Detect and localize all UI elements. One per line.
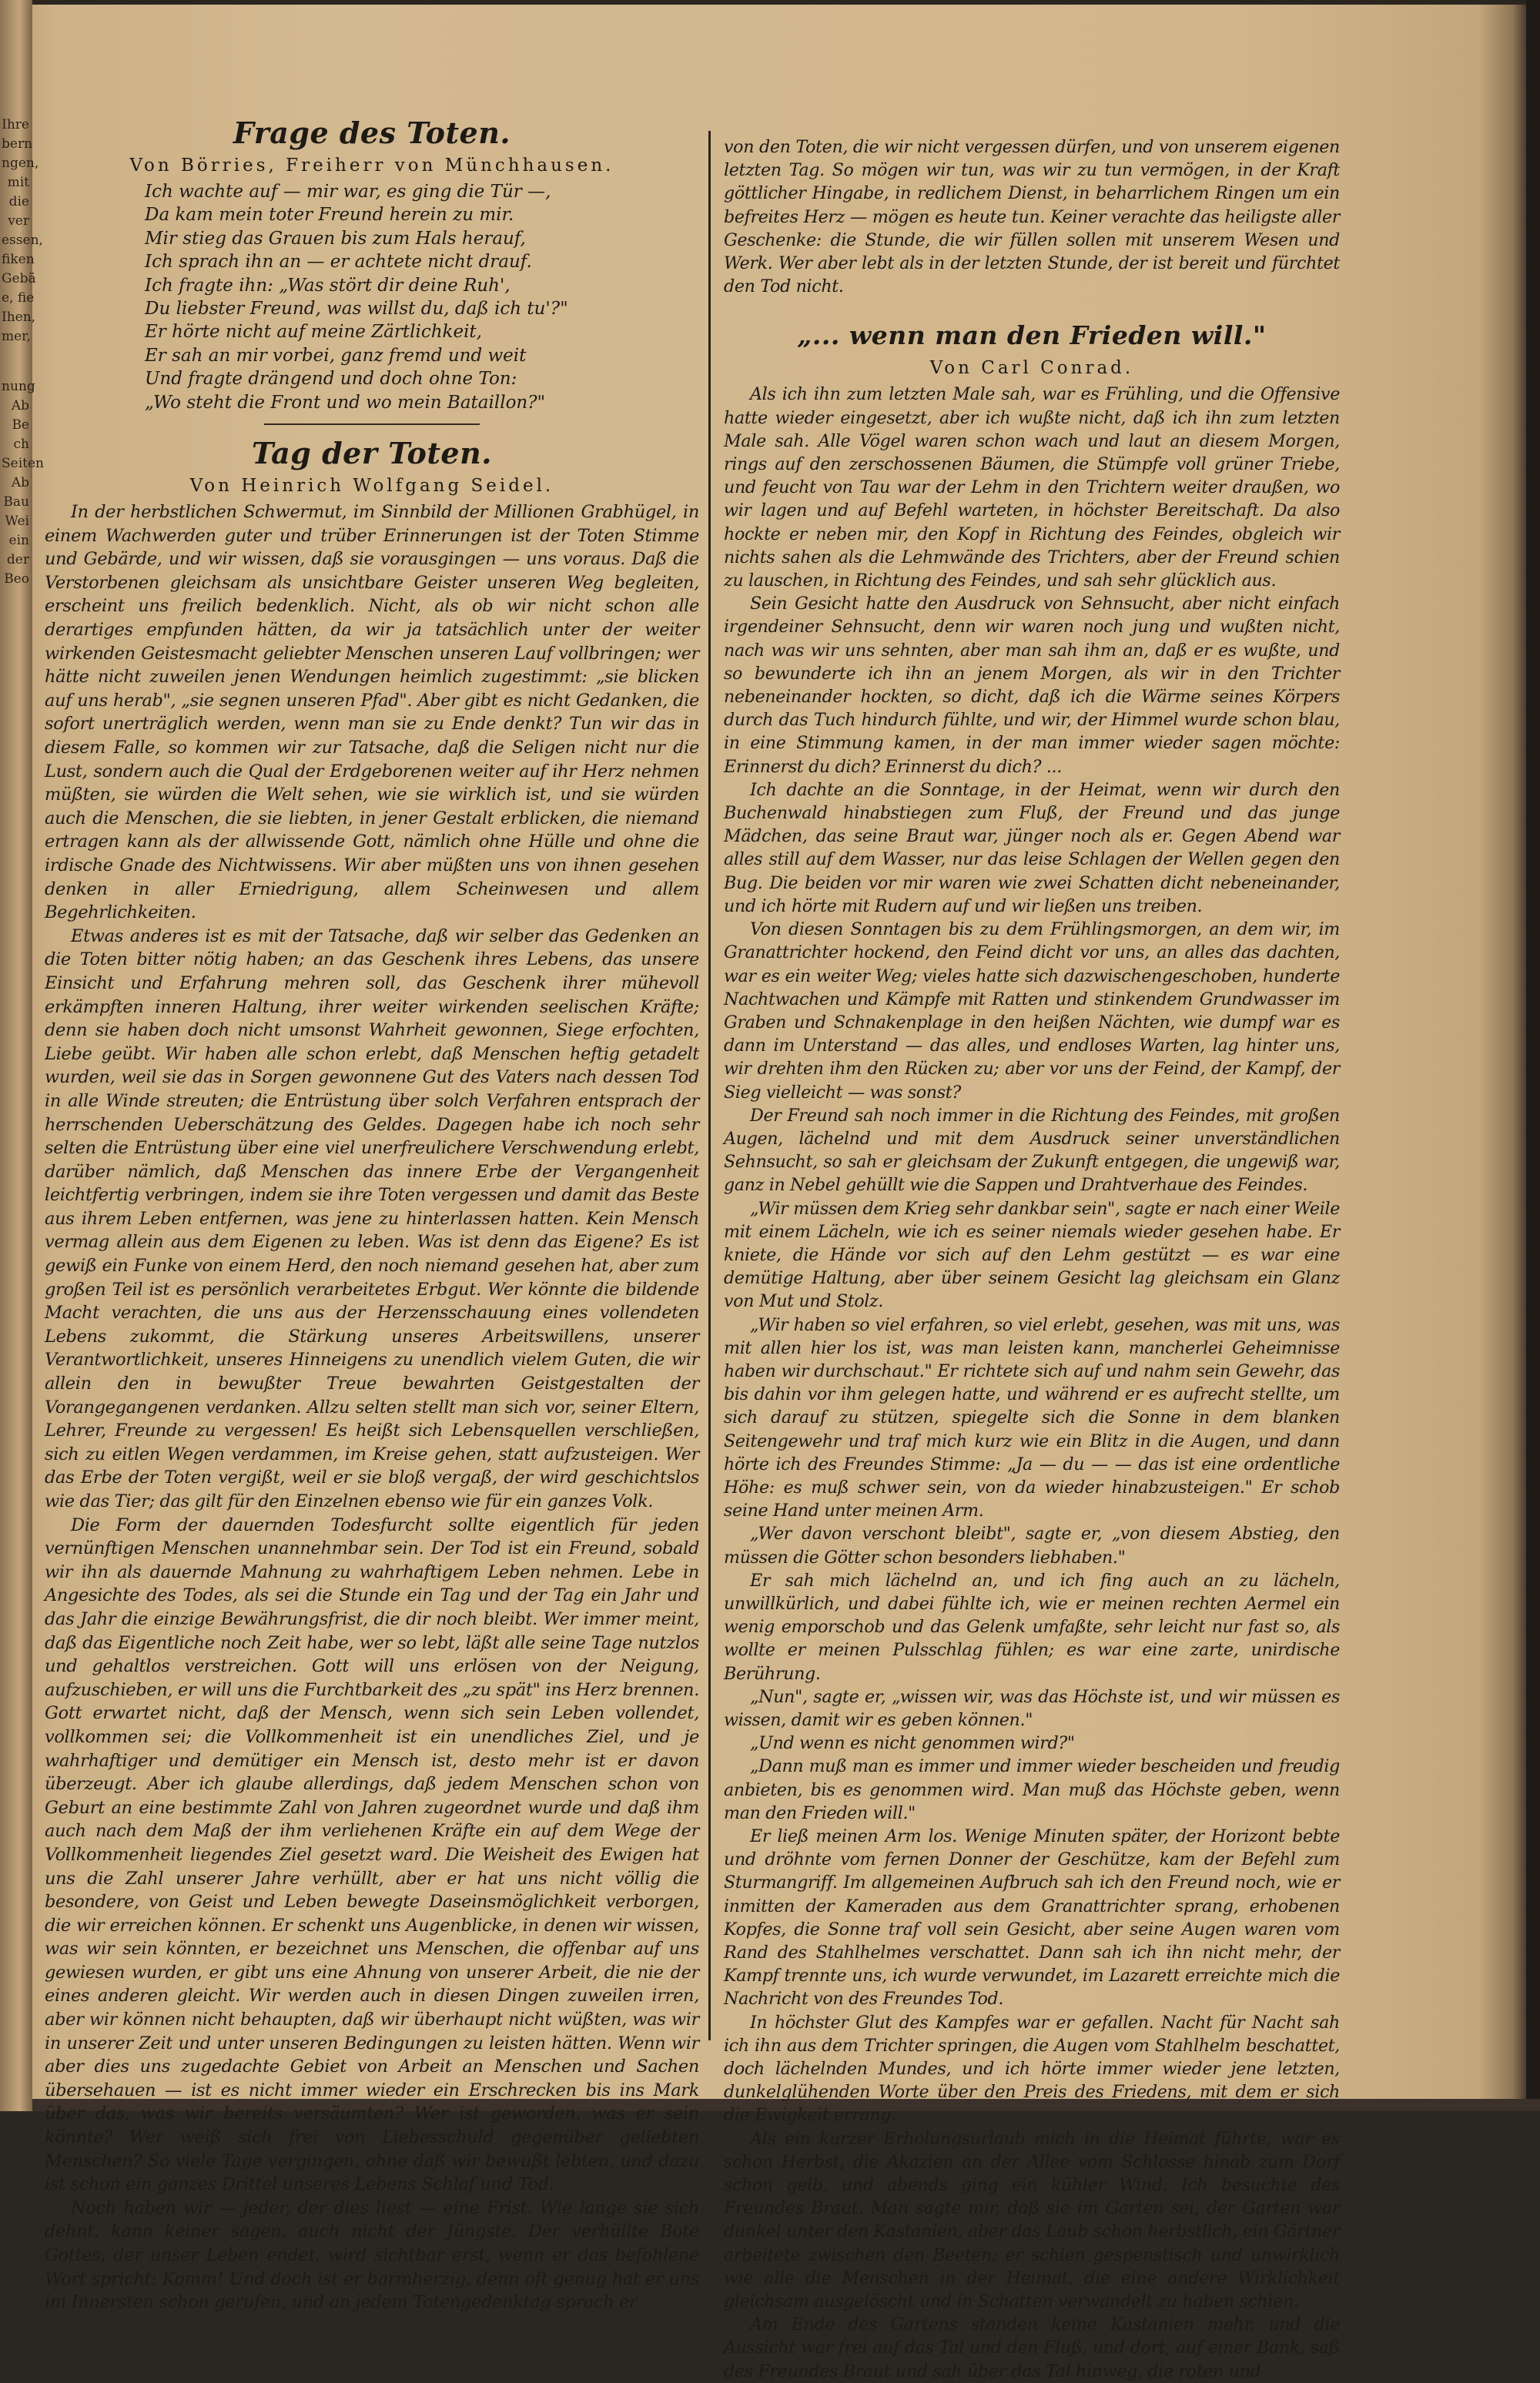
poem-line: „Wo steht die Front und wo mein Bataillon?" [145, 392, 546, 413]
strip-fragment: fiken [2, 252, 35, 267]
right-scan-edge [1526, 0, 1540, 2111]
strip-fragment: Ab [11, 398, 29, 413]
frage-byline: Von Börries, Freiherr von Münchhausen. [129, 156, 614, 176]
frieden-paragraph: Er sah mich lächelnd an, und ich fing auch an zu lächeln, unwillkürlich, und dabei fühlte ich, wie er meinen rechten Aermel ein wenig emporschob und das Gelenk umfaßte, sehr leicht nur fast so, als wollte er meinen Pulsschlag fühlen; es war eine zarte, unirdische Berührung. [724, 1570, 1340, 1684]
frieden-paragraph: Von diesen Sonntagen bis zu dem Frühlingsmorgen, an dem wir, im Granattrichter hockend, den Feind dicht vor uns, an alles das dachten, war es ein weiter Weg; vieles hatte sich dazwischengeschoben, hunderte Nachtwachen und Kämpfe mit Ratten und stinkendem Grundwasser im Graben und Schnakenplage in den heißen Nächten, wie dumpf war es dann im Unterstand — das alles, und endloses Warten, lag hinter uns, wir drehten ihm den Rücken zu; aber vor uns der Feind, der Kampf, der Sieg vielleicht — was sonst? [724, 919, 1340, 1103]
strip-fragment: mit [7, 175, 29, 190]
strip-fragment: ver [8, 213, 29, 229]
top-scan-edge [31, 0, 1540, 5]
frieden-paragraph: „Und wenn es nicht genommen wird?" [750, 1733, 1075, 1754]
tag-headline: Tag der Toten. [252, 436, 492, 471]
frieden-paragraph: „Nun", sagte er, „wissen wir, was das Höchste ist, und wir müssen es wissen, damit wir es geben können." [724, 1686, 1340, 1730]
strip-fragment: Ihen, [2, 310, 36, 325]
strip-fragment: essen, [2, 233, 43, 248]
strip-fragment: Ihre [2, 117, 29, 132]
strip-fragment: nung [2, 379, 35, 394]
right-column [724, 136, 1340, 2383]
strip-fragment: Seiten [2, 456, 44, 471]
tag-paragraph: In der herbstlichen Schwermut, im Sinnbild der Millionen Grabhügel, in einem Wachwerden guter und trüber Erinnerungen ist der Toten Stimme und Gebärde, und wir wissen, daß sie vorausgingen — uns voraus. Daß die Verstorbenen gleichsam als unsichtbare Geister unseren Weg begleiten, erscheint uns freilich bedenklich. Nicht, als ob wir nicht schon alle derartiges empfunden hätten, da wir ja tatsächlich unter der weiter wirkenden Geistesmacht geliebter Menschen unseren Lauf vollbringen; wer hätte nicht zuweilen jenen Wendungen heimlich zugestimmt: „sie blicken auf uns herab", „sie segnen unseren Pfad". Aber gibt es nicht Gedanken, die sofort unerträglich werden, wenn man sie zu Ende denkt? Tun wir das in diesem Falle, so kommen wir zur Tatsache, daß die Seligen nicht nur die Lust, sondern auch die Qual der Erdgeborenen weiter auf ihr Herz nehmen müßten, sie würden die Welt sehen, wie sie wirklich ist, und sie würden auch die Menschen, die sie liebten, in jener Gestalt erblicken, die niemand ertragen kann als der allwissende Gott, nämlich ohne Hülle und ohne die irdische Gnade des Nichtwissens. Wir aber müßten uns von ihnen gesehen denken in aller Erniedrigung, allem Scheinwesen und allem Begehrlichkeiten. [45, 502, 699, 923]
frieden-byline: Von Carl Conrad. [929, 358, 1134, 379]
frieden-paragraph: „Wer davon verschont bleibt", sagte er, „von diesem Abstieg, den müssen die Götter schon besonders liebhaben." [724, 1524, 1340, 1568]
frage-headline: Frage des Toten. [233, 115, 511, 150]
poem-line: Ich wachte auf — mir war, es ging die Tür —, [145, 182, 551, 202]
column-divider [708, 131, 711, 2040]
frieden-paragraph: „Wir müssen dem Krieg sehr dankbar sein", sagte er nach einer Weile mit einem Lächeln, wie ich es seiner niemals wieder gesehen habe. Er kniete, die Hände vor sich auf den Lehm gestützt — es war eine demütige Haltung, aber über seinem Gesicht lag gleichsam ein Glanz von Mut und Stolz. [724, 1198, 1340, 1312]
poem-line: Er hörte nicht auf meine Zärtlichkeit, [145, 322, 482, 343]
strip-fragment: Ab [11, 475, 29, 490]
strip-fragment: Be [12, 417, 29, 433]
frage-poem [45, 180, 699, 414]
poem-line: Er sah an mir vorbei, ganz fremd und weit [145, 345, 527, 366]
strip-fragment: ngen, [2, 156, 39, 171]
tag-paragraph: Etwas anderes ist es mit der Tatsache, daß wir selber das Gedenken an die Toten bitter nötig haben; an das Geschenk ihres Lebens, das unsere Einsicht und Erfahrung mehren soll, das Geschenk ihrer mühevoll erkämpften inneren Haltung, ihrer weiter wirkenden seelischen Kräfte; denn sie haben doch nicht umsonst Wahrheit gewonnen, Siege erfochten, Liebe geübt. Wir haben alle schon erlebt, daß Menschen heftig getadelt wurden, weil sie das in Sorgen gewonnene Gut des Vaters nach dessen Tod in alle Winde streuten; die Entrüstung über solch Verfahren entsprach der herrschenden Ueberschätzung des Geldes. Dagegen habe ich noch sehr selten die Entrüstung über eine viel unerfreulichere Verschwendung erlebt, darüber nämlich, daß Menschen das innere Erbe der Vergangenheit leichtfertig verbringen, indem sie ihre Toten vergessen und damit das Beste aus ihrem Leben entfernen, was jene zu hinterlassen hatten. Kein Mensch vermag allein aus dem Eigenen zu leben. Was ist denn das Eigene? Es ist gewiß ein Funke von einem Herd, den noch niemand gesehen hat, aber zum großen Teil ist es persönlich verarbeitetes Erbgut. Wer könnte die bildende Macht verachten, die uns aus der Herzensschauung eines vollendeten Lebens zukommt, die Stärkung unseres Arbeitswillens, unserer Verantwortlichkeit, unseres Hinneigens zu unendlich vielem Guten, die wir allein den in bewußter Treue bewahrten Geistgestalten der Vorangegangenen verdanken. Allzu selten stellt man sich vor, seiner Eltern, Lehrer, Freunde zu vergessen! Es heißt sich Lebensquellen verschließen, sich zu eitlen Wegen verdammen, im Kreise gehen, statt aufzusteigen. Wer das Erbe der Toten vergißt, weil er sie bloß vergaß, der wird geschichtslos wie das Tier; das gilt für den Einzelnen ebenso wie für ein ganzes Volk. [45, 925, 699, 1511]
adjacent-page-strip [0, 0, 44, 2111]
frieden-paragraph: „Dann muß man es immer und immer wieder bescheiden und freudig anbieten, bis es genommen wird. Man muß das Höchste geben, wenn man den Frieden will." [724, 1756, 1340, 1823]
strip-fragment: bern [2, 136, 33, 152]
poem-line: Und fragte drängend und doch ohne Ton: [145, 369, 517, 390]
strip-fragment: ch [13, 437, 29, 452]
frieden-paragraph: Der Freund sah noch immer in die Richtung des Feindes, mit großen Augen, lächelnd und mit dem Ausdruck seiner unverständlichen Sehnsucht, so sah er gleichsam der Zukunft entgegen, die ungewiß war, ganz in Nebel gehüllt wie die Sappen und Drahtverhaue des Feindes. [724, 1105, 1340, 1196]
strip-fragment: die [8, 194, 29, 209]
frieden-paragraph: Am Ende des Gartens standen keine Kastanien mehr, und die Aussicht war frei auf das Tal und den Fluß, und dort, auf einer Bank, saß des Freundes Braut und sah über das Tal hinweg, die roten und [724, 2314, 1340, 2381]
frieden-headline: „... wenn man den Frieden will." [797, 320, 1267, 351]
frieden-paragraph: „Wir haben so viel erfahren, so viel erlebt, gesehen, was mit uns, was mit allen hier los ist, was man leisten kann, mancherlei Geheimnisse haben wir durchschaut." Er richtete sich auf und nahm sein Gewehr, das bis dahin vor ihm gelegen hatte, und während er es aufrecht stellte, um sich darauf zu stützen, spiegelte sich die Sonne in dem blanken Seitengewehr und traf mich kurz wie ein Blitz in die Augen, und dann hörte ich des Freundes Stimme: „Ja — du — — das ist eine ordentliche Höhe: es muß schwer sein, von da wieder hinabzusteigen." Er schob seine Hand unter meinen Arm. [724, 1314, 1340, 1521]
section-rule [264, 423, 480, 425]
frieden-paragraph: In höchster Glut des Kampfes war er gefallen. Nacht für Nacht sah ich ihn aus dem Trichter springen, die Augen vom Stahlhelm beschattet, doch lächelnden Mundes, und ich hörte immer wieder jene letzten, dunkelglühenden Worte über den Preis des Friedens, mit dem er sich die Ewigkeit errang. [724, 2012, 1340, 2126]
strip-fragment: der [6, 552, 29, 567]
frieden-paragraph: Er ließ meinen Arm los. Wenige Minuten später, der Horizont bebte und dröhnte vom fernen Donner der Geschütze, kam der Befehl zum Sturmangriff. Im allgemeinen Aufbruch sah ich den Freund noch, wie er inmitten der Kameraden aus dem Granattrichter sprang, erhobenen Kopfes, die Sonne traf voll sein Gesicht, aber seine Augen waren vom Rand des Stahlhelmes verschattet. Dann sah ich ihn nicht mehr, der Kampf trennte uns, ich wurde verwundet, im Lazarett erreichte mich die Nachricht von des Freundes Tod. [724, 1826, 1340, 2010]
tag-continued-paragraph: von den Toten, die wir nicht vergessen dürfen, und von unserem eigenen letzten Tag. So mögen wir tun, was wir zu tun vermögen, in der Kraft göttlicher Hingabe, in redlichem Dienst, in beharrlichem Ringen um ein befreites Herz — mögen es heute tun. Keiner verachte das heiligste aller Geschenke: die Stunde, die wir füllen sollen mit unserem Wesen und Werk. Wer aber lebt als in der letzten Stunde, der ist bereit und fürchtet den Tod nicht. [724, 137, 1340, 297]
tag-paragraph: Die Form der dauernden Todesfurcht sollte eigentlich für jeden vernünftigen Menschen unannehmbar sein. Der Tod ist ein Freund, sobald wir ihn als dauernde Mahnung zu wahrhaftigem Leben nehmen. Lebe in Angesichte des Todes, als sei die Stunde ein Tag und der Tag ein Jahr und das Jahr die einzige Bewährungsfrist, die dir noch bleibt. Wer immer meint, daß das Eigentliche noch Zeit habe, wer so lebt, läßt alle seine Tage nutzlos und gehaltlos verstreichen. Gott will uns erlösen von der Neigung, aufzuschieben, er will uns die Furchtbarkeit des „zu spät" ins Herz brennen. Gott erwartet nicht, daß der Mensch, wenn sich sein Leben vollendet, vollkommen sei; die Vollkommenheit ist ein unendliches Ziel, und je wahrhaftiger und demütiger ein Mensch ist, desto mehr ist er davon überzeugt. Aber ich glaube allerdings, daß jedem Menschen schon von Geburt an eine bestimmte Zahl von Jahren zugeordnet wurde und daß ihm auch nach dem Maß der ihm verliehenen Kräfte ein auf dem Wege der Vollkommenheit liegendes Ziel gesetzt ward. Die Weisheit des Ewigen hat uns die Zahl unserer Jahre verhüllt, aber er hat uns nicht völlig die besondere, von Geist und Leben bewegte Daseinsmöglichkeit verborgen, die wir erreichen können. Er schenkt uns Augenblicke, in denen wir wissen, was wir sein könnten, er bezeichnet uns Menschen, die offenbar auf uns gewiesen wurden, er gibt uns eine Ahnung von unserer Arbeit, die nie der eines anderen gleicht. Wir werden auch in diesen Dingen zuweilen irren, aber wir können nicht behaupten, daß wir überhaupt nicht wüßten, was wir in unserer Zeit und unter unseren Bedingungen zu leisten hätten. Wenn wir aber dies uns zugedachte Gebiet von Arbeit an Menschen und Sachen übersehauen — ist es nicht immer wieder ein Erschrecken bis ins Mark über das, was wir bereits versäumten? Wer ist geworden, was er sein könnte? Wer weiß sich frei von Liebesschuld gegenüber geliebten Menschen? So viele Tage vergingen, ohne daß wir bewußt lebten, und dazu ist schon ein ganzes Drittel unseres Lebens Schlaf und Tod. [45, 1514, 699, 2195]
frieden-paragraph: Als ich ihn zum letzten Male sah, war es Frühling, und die Offensive hatte wieder eingesetzt, aber ich wußte nicht, daß ich ihn zum letzten Male sah. Alle Vögel waren schon wach und laut an diesem Morgen, rings auf den zerschossenen Bäumen, die Stümpfe voll grüner Triebe, und feucht von Tau war der Lehm in den Trichtern weiter draußen, wo wir lagen und auf Befehl warteten, in höchster Bereitschaft. Da also hockte er neben mir, den Kopf in Richtung des Feindes, obgleich wir nichts sahen als die Lehmwände des Trichters, aber der Freund schien zu lauschen, in Richtung des Feindes, und sah sehr glücklich aus. [724, 384, 1340, 591]
strip-fragment: e, fie [2, 290, 35, 306]
strip-fragment: Wei [5, 514, 29, 529]
poem-line: Du liebster Freund, was willst du, daß ich tu'?" [145, 299, 568, 320]
frieden-paragraph: Sein Gesicht hatte den Ausdruck von Sehnsucht, aber nicht einfach irgendeiner Sehnsucht, denn wir waren noch jung und wußten nicht, nach was wir uns sehnten, aber man sah ihm an, daß er es wußte, und so bewunderte ich ihn an jenem Morgen, als wir in den Trichter nebeneinander hockten, so dicht, daß ich die Wärme seines Körpers durch das Tuch hindurch fühlte, und wir, der Himmel wurde schon blau, in eine Stimmung kamen, in der man immer wieder sagen möchte: Erinnerst du dich? Erinnerst du dich? ... [724, 594, 1340, 777]
tag-byline: Von Heinrich Wolfgang Seidel. [189, 476, 554, 497]
poem-line: Ich sprach ihn an — er achtete nicht drauf. [145, 252, 532, 273]
strip-fragment: mer, [2, 329, 31, 344]
tag-paragraph: Noch haben wir — jeder, der dies liest — eine Frist. Wie lange sie sich dehnt, kann keiner sagen, auch nicht der Jüngste. Der verhüllte Bote Gottes, der unser Leben endet, wird sichtbar erst, wenn er das befohlene Wort spricht: Komm! Und doch ist er barmherzig, denn oft genug hat er uns im Innersten schon gerufen, und an jedem Totengedenktag sprach er [45, 2197, 699, 2313]
frieden-paragraph: Als ein kurzer Erholungsurlaub mich in die Heimat führte, war es schon Herbst, die Akazien an der Allee vom Schlosse hinab zum Dorf schon gelb, und abends ging ein kühler Wind. Ich besuchte des Freundes Braut. Man sagte mir, daß sie im Garten sei, der Garten war dunkel unter den Kastanien, aber das Laub schon herbstlich, ein Gärtner arbeitete zwischen den Beeten; er schien gespenstisch und unwirklich wie alle die Menschen in der Heimat, die eine andere Wirklichkeit gleichsam ausgelöscht und in Schatten verwandelt zu haben schien. [724, 2128, 1340, 2312]
poem-line: Da kam mein toter Freund herein zu mir. [145, 205, 514, 226]
frieden-paragraph: Ich dachte an die Sonntage, in der Heimat, wenn wir durch den Buchenwald hinabstiegen zum Fluß, der Freund und das junge Mädchen, das seine Braut war, jünger noch als er. Gegen Abend war alles still auf dem Wasser, nur das leise Schlagen der Wellen gegen den Bug. Die beiden vor mir waren wie zwei Schatten dicht nebeneinander, und ich hörte mit Rudern auf und wir ließen uns treiben. [724, 779, 1340, 916]
strip-fragment: Bau [3, 494, 29, 510]
strip-fragment: Beo [4, 571, 29, 587]
poem-line: Mir stieg das Grauen bis zum Hals herauf, [145, 228, 526, 249]
poem-line: Ich fragte ihn: „Was stört dir deine Ruh', [145, 275, 511, 296]
strip-fragment: ein [8, 533, 29, 548]
strip-fragment: Gebä [2, 271, 36, 286]
left-column [45, 115, 699, 2314]
